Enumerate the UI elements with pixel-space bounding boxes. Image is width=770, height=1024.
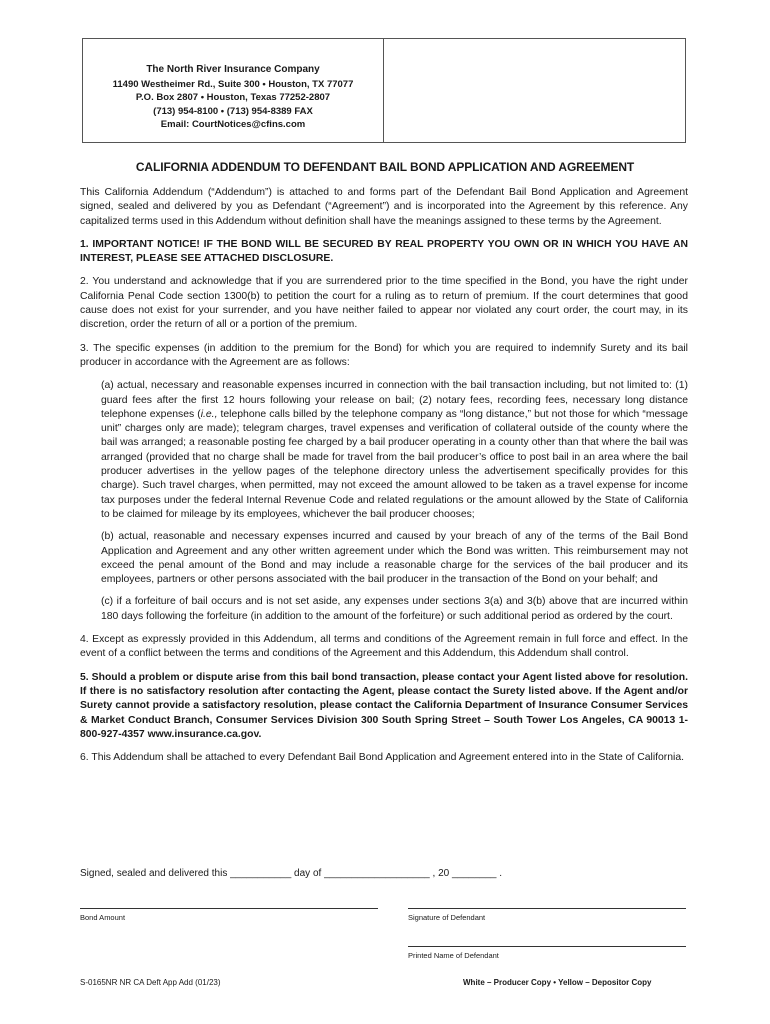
company-header-box [82, 38, 686, 143]
section-2: 2. You understand and acknowledge that if you are surrendered prior to the time specified in the Bond, you have the right under California Penal Code section 1300(b) to petition the court for a ruling as to return of premium. If the court determines that good cause does not exist for your surrender, and you have neither failed to appear nor violated any court order, the court may, in its discretion, order the return of all or a portion of the premium. [80, 276, 688, 331]
signature-label: Signature of Defendant [408, 913, 486, 922]
signed-date-line: Signed, sealed and delivered this ___________ day of ___________________ , 20 ________ . [80, 868, 503, 879]
section-6: 6. This Addendum shall be attached to every Defendant Bail Bond Application and Agreement entered into in the State of California. [80, 752, 685, 764]
section-1: 1. IMPORTANT NOTICE! IF THE BOND WILL BE SECURED BY REAL PROPERTY YOU OWN OR IN WHICH YOU HAVE AN INTEREST, PLEASE SEE ATTACHED DISCLOSURE. [80, 238, 688, 265]
company-address-line-1: 11490 Westheimer Rd., Suite 300 • Houston, TX 77077 [112, 78, 354, 90]
company-phone: (713) 954-8100 • (713) 954-8389 FAX [153, 105, 313, 117]
company-email: Email: CourtNotices@cfins.com [160, 119, 306, 130]
company-address-line-2: P.O. Box 2807 • Houston, Texas 77252-2807 [135, 92, 331, 103]
section-5: 5. Should a problem or dispute arise from this bail bond transaction, please contact your Agent listed above for resolution. If there is no satisfactory resolution after contacting the Agent, please contact the Surety listed above. If the Agent and/or Surety cannot provide a satisfactory resolution, please contact the California Department of Insurance Consumer Services & Market Conduct Branch, Consumer Services Division 300 South Spring Street – South Tower Los Angeles, CA 90013 1-800-927-4357 www.insurance.ca.gov. [80, 671, 688, 740]
section-3b: (b) actual, reasonable and necessary expenses incurred and caused by your breach of any of the terms of the Bail Bond Application and Agreement and any other written agreement under which the Bond was written. This reimbursement may not exceed the penal amount of the Bond and may include a reasonable charge for the services of the bail producer and its employees, partners or other persons associated with the bail producer in the transaction of the Bond on your behalf; and [101, 531, 688, 586]
printed-name-label: Printed Name of Defendant [408, 951, 499, 960]
section-4: 4. Except as expressly provided in this Addendum, all terms and conditions of the Agreement remain in full force and effect. In the event of a conflict between the terms and conditions of the Agreement and this Addendum, this Addendum shall control. [80, 634, 688, 660]
intro-paragraph: This California Addendum (“Addendum”) is attached to and forms part of the Defendant Bail Bond Application and Agreement signed, sealed and delivered by you as Defendant (“Agreement”) and is incorporated into the Agreement by this reference. Any capitalized terms used in this Addendum without definition shall have the meanings assigned to these terms by the Agreement. [80, 187, 688, 227]
bond-amount-line[interactable] [80, 908, 378, 909]
section-3a-text-start: (a) actual, necessary and reasonable expenses incurred in connection with the bail transaction including, but not limited to: (1) guard fees after the first 12 hours following your release on bail; (2) notary fees, recording fees, necessary long distance telephone expenses ( [101, 380, 688, 420]
signature-line[interactable] [408, 908, 686, 909]
section-3a-text-end: telephone calls billed by the telephone company as “long distance,” but not those for which “message unit” charges only are made); telegram charges, travel expenses and verification of collateral outside of the county where the bail was arranged; a reasonable posting fee charged by a bail producer operating in a county other than that where the bail was arranged (provided that no charge shall be made for travel from the bail producer’s office to post bail in an area where the bail producer advertises in the yellow pages of the telephone directory unless the advertisement specifically provides for this charge). Such travel charges, when permitted, may not exceed the amount allowed to be taken as a travel expense for income tax purposes under the federal Internal Revenue Code and related regulations or the amount allowed by the State of California to be claimed for mileage by its employees, whichever the bail producer chooses; [101, 408, 688, 520]
section-3: 3. The specific expenses (in addition to the premium for the Bond) for which you are required to indemnify Surety and its bail producer in accordance with the Agreement are as follows: [80, 342, 688, 368]
company-name: The North River Insurance Company [146, 64, 320, 75]
company-info [83, 39, 384, 142]
section-3a-ie: i.e., [200, 408, 218, 420]
form-id: S-0165NR NR CA Deft App Add (01/23) [80, 978, 221, 987]
section-3a [101, 379, 688, 522]
copy-distribution: White – Producer Copy • Yellow – Depositor Copy [463, 978, 652, 987]
document-body [80, 186, 688, 774]
bond-amount-label: Bond Amount [80, 913, 126, 922]
document-title: CALIFORNIA ADDENDUM TO DEFENDANT BAIL BOND APPLICATION AND AGREEMENT [135, 160, 635, 174]
section-3c: (c) if a forfeiture of bail occurs and is not set aside, any expenses under sections 3(a) and 3(b) above that are incurred within 180 days following the forfeiture (in addition to the amount of the forfeiture) or such additional period as ordered by the court. [101, 596, 688, 622]
printed-name-line[interactable] [408, 946, 686, 947]
